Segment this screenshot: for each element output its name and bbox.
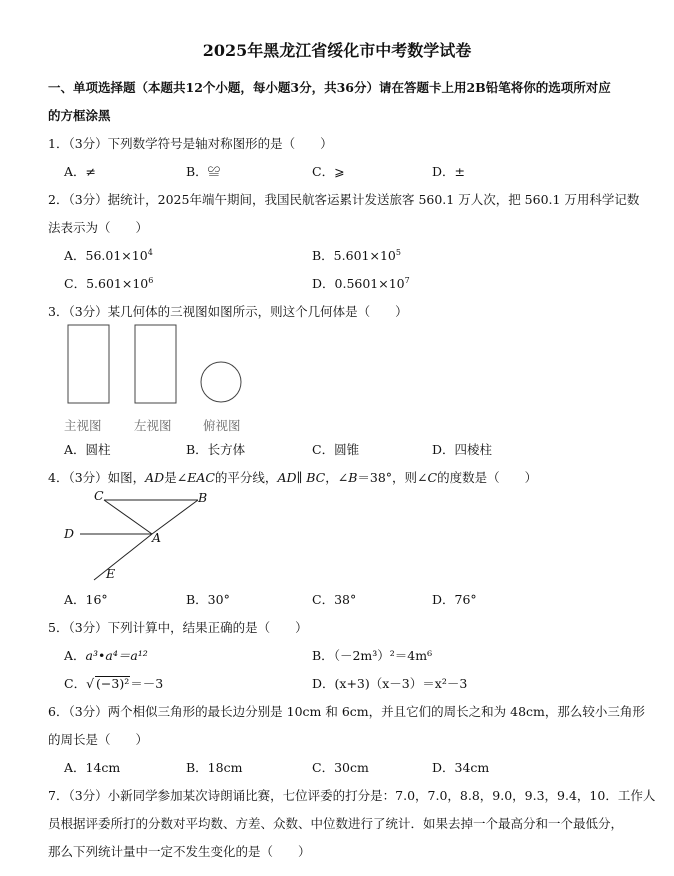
q4-option-d: D．76° [432, 592, 477, 607]
q7-stem-line3: 那么下列统计量中一定不发生变化的是（ ） [48, 844, 311, 859]
section-heading-line2: 的方框涂黑 [48, 108, 111, 123]
label-e: E [106, 566, 116, 581]
q1-option-c: C．⩾ [312, 164, 345, 179]
line-ce [90, 500, 104, 580]
q2-stem-line1: 2．（3分）据统计，2025年端午期间，我国民航客运累计发送旅客 560.1 万人次，把 560.1 万用科学记数 [48, 192, 640, 207]
caption-front-view: 主视图 [64, 418, 102, 433]
q7-stem-line1: 7．（3分）小新同学参加某次诗朗诵比赛，七位评委的打分是：7.0，7.0，8.8，9.0，9.3，9.4，10．工作人 [48, 788, 656, 803]
line-a-e [94, 534, 152, 580]
q4-option-c: C．38° [312, 592, 357, 607]
line-ab [152, 500, 198, 534]
label-c: C [94, 488, 104, 503]
top-view-circle [201, 362, 241, 402]
q2-stem-line2: 法表示为（ ） [48, 220, 149, 235]
q3-option-a: A．圆柱 [64, 442, 111, 457]
q3-option-c: C．圆锥 [312, 442, 360, 457]
label-a: A [152, 530, 162, 545]
q7-stem-line2: 员根据评委所打的分数对平均数、方差、众数、中位数进行了统计．如果去掉一个最高分和一个最低分， [48, 816, 624, 831]
three-views-figure [60, 320, 260, 410]
label-b: B [198, 490, 208, 505]
q5-stem: 5．（3分）下列计算中，结果正确的是（ ） [48, 620, 308, 635]
q3-stem: 3．（3分）某几何体的三视图如图所示，则这个几何体是（ ） [48, 304, 408, 319]
page-title: 2025年黑龙江省绥化市中考数学试卷 [202, 41, 472, 60]
q6-stem-line1: 6．（3分）两个相似三角形的最长边分别是 10cm 和 6cm，并且它们的周长之和为 48cm，那么较小三角形 [48, 704, 645, 719]
q6-option-c: C．30cm [312, 760, 369, 775]
q4-option-a: A．16° [64, 592, 108, 607]
label-d: D [64, 526, 75, 541]
q1-option-b: B．≌ [186, 164, 221, 179]
q2-option-d: D．$0.5601\times 10^7$ [312, 275, 410, 291]
q1-stem: 1．（3分）下列数学符号是轴对称图形的是（ ） [48, 136, 333, 151]
q5-option-d: D．(x+3)（x－3）＝x²－3 [312, 676, 468, 691]
caption-left-view: 左视图 [134, 418, 172, 433]
q2-option-c: C．$5.601\times 10^6$ [64, 275, 154, 291]
caption-top-view: 俯视图 [203, 418, 241, 433]
front-view-rectangle [68, 325, 109, 403]
q6-option-a: A．14cm [64, 760, 121, 775]
q6-option-b: B．18cm [186, 760, 243, 775]
q5-option-b: B．（－2m³）²＝4m⁶ [312, 648, 433, 663]
q4-stem: 4．（3分）如图，AD是∠EAC的平分线，AD∥ BC，∠B＝38°，则∠C的度数是（ ） [48, 470, 538, 485]
left-view-rectangle [135, 325, 176, 403]
q3-option-b: B．长方体 [186, 442, 246, 457]
q3-option-d: D．四棱柱 [432, 442, 493, 457]
line-c-e [104, 500, 152, 534]
q5-option-a: A．a³•a⁴＝a¹² [64, 648, 148, 663]
q2-option-a: A．$56.01\times 10^4$ [64, 247, 153, 263]
q1-option-d: D．± [432, 164, 465, 179]
q6-option-d: D．34cm [432, 760, 490, 775]
q5-option-c: C．√ (−3)²＝－3 [64, 676, 164, 691]
q1-option-a: A．≠ [64, 164, 97, 179]
q6-stem-line2: 的周长是（ ） [48, 732, 149, 747]
section-heading-line1: 一、单项选择题（本题共12个小题，每小题3分，共36分）请在答题卡上用2B铅笔将你的选项所对应 [48, 80, 611, 95]
q2-option-b: B．$5.601\times 10^5$ [312, 247, 401, 263]
q4-option-b: B．30° [186, 592, 230, 607]
